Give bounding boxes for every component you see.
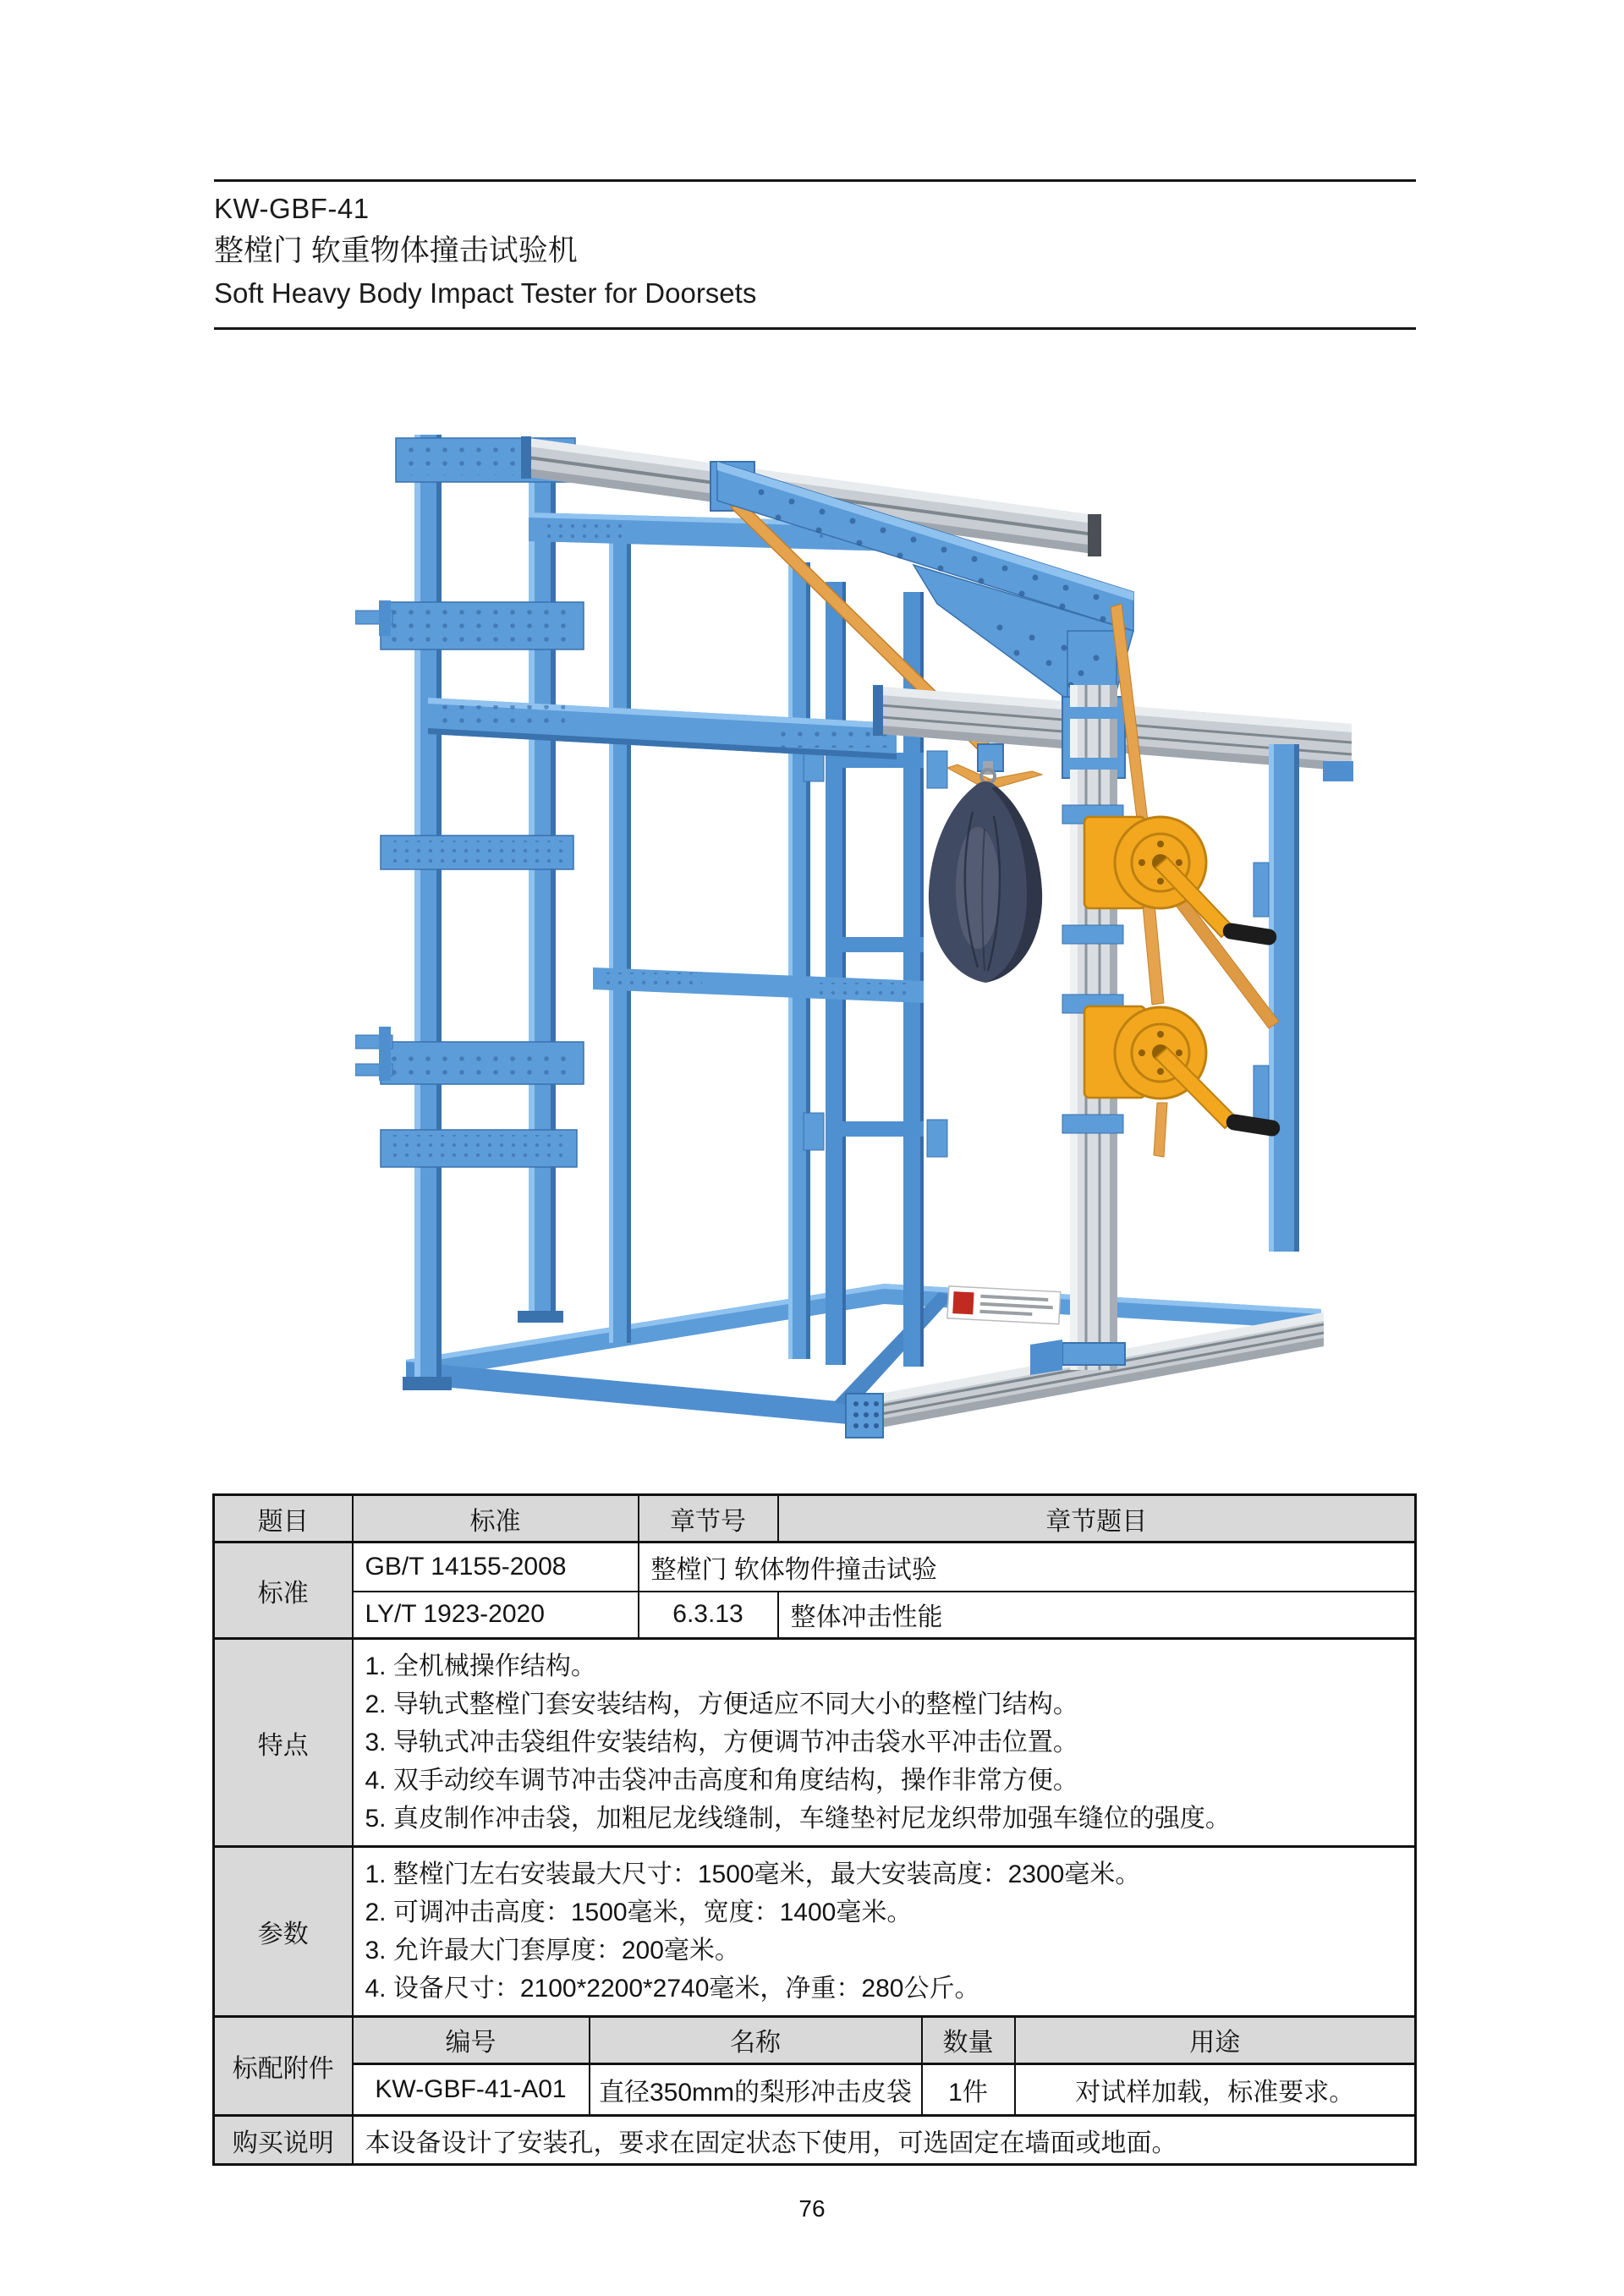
standard-2-code: LY/T 1923-2020 (353, 1592, 639, 1639)
page-number: 76 (798, 2195, 826, 2222)
row-label-features: 特点 (214, 1639, 353, 1847)
header-bottom-rule (214, 327, 1416, 330)
feature-item: 1. 全机械操作结构。 (365, 1652, 596, 1680)
parameter-item: 2. 可调冲击高度：1500毫米，宽度：1400毫米。 (365, 1899, 913, 1926)
col-header-section-no: 章节号 (639, 1495, 778, 1543)
feature-item: 3. 导轨式冲击袋组件安装结构，方便调节冲击袋水平冲击位置。 (365, 1729, 1078, 1756)
machine-illustration (355, 389, 1370, 1446)
page-title-en: Soft Heavy Body Impact Tester for Doorsets (214, 277, 757, 309)
parameter-item: 4. 设备尺寸：2100*2200*2740毫米，净重：280公斤。 (365, 1975, 980, 2003)
col-header-section-title: 章节题目 (778, 1495, 1416, 1543)
left-tower (355, 435, 584, 1390)
acc-name: 直径350mm的梨形冲击皮袋 (590, 2063, 922, 2114)
row-label-parameters: 参数 (214, 1847, 353, 2017)
row-label-accessories: 标配附件 (214, 2017, 353, 2116)
parameter-item: 1. 整樘门左右安装最大尺寸：1500毫米，最大安装高度：2300毫米。 (365, 1860, 1141, 1888)
acc-code: KW-GBF-41-A01 (354, 2063, 590, 2114)
purchase-note-text: 本设备设计了安装孔，要求在固定状态下使用，可选固定在墙面或地面。 (353, 2116, 1416, 2165)
col-header-standard: 标准 (353, 1495, 639, 1543)
parameter-item: 3. 允许最大门套厚度：200毫米。 (365, 1937, 740, 1964)
acc-qty: 1件 (922, 2063, 1015, 2114)
header-top-rule (214, 179, 1416, 182)
acc-header-qty: 数量 (922, 2018, 1015, 2063)
feature-item: 5. 真皮制作冲击袋，加粗尼龙线缝制，车缝垫衬尼龙织带加强车缝位的强度。 (365, 1805, 1231, 1833)
feature-item: 2. 导轨式整樘门套安装结构，方便适应不同大小的整樘门结构。 (365, 1690, 1078, 1718)
standard-1-code: GB/T 14155-2008 (353, 1543, 639, 1592)
standard-2-section-no: 6.3.13 (639, 1592, 778, 1639)
model-number: KW-GBF-41 (214, 193, 370, 224)
accessories-subtable-cell (353, 2017, 1416, 2116)
features-list (353, 1639, 1416, 1847)
acc-header-name: 名称 (590, 2018, 922, 2063)
standard-2-title: 整体冲击性能 (778, 1592, 1416, 1639)
row-label-standards: 标准 (214, 1543, 353, 1639)
bag-hanger (947, 744, 1042, 788)
standard-1-title: 整樘门 软体物件撞击试验 (639, 1543, 1416, 1592)
nameplate (947, 1286, 1061, 1324)
row-label-purchase-note: 购买说明 (214, 2116, 353, 2165)
impact-bag (929, 761, 1042, 983)
acc-header-code: 编号 (354, 2018, 590, 2063)
feature-item: 4. 双手动绞车调节冲击袋冲击高度和角度结构，操作非常方便。 (365, 1767, 1078, 1795)
page-title-zh: 整樘门 软重物体撞击试验机 (214, 234, 578, 267)
parameters-list (353, 1847, 1416, 2017)
spec-table (212, 1493, 1417, 2166)
acc-usage: 对试样加载，标准要求。 (1015, 2063, 1415, 2114)
page-header (214, 188, 756, 315)
accessories-table (354, 2018, 1415, 2114)
col-header-topic: 题目 (214, 1495, 353, 1543)
acc-header-usage: 用途 (1015, 2018, 1415, 2063)
